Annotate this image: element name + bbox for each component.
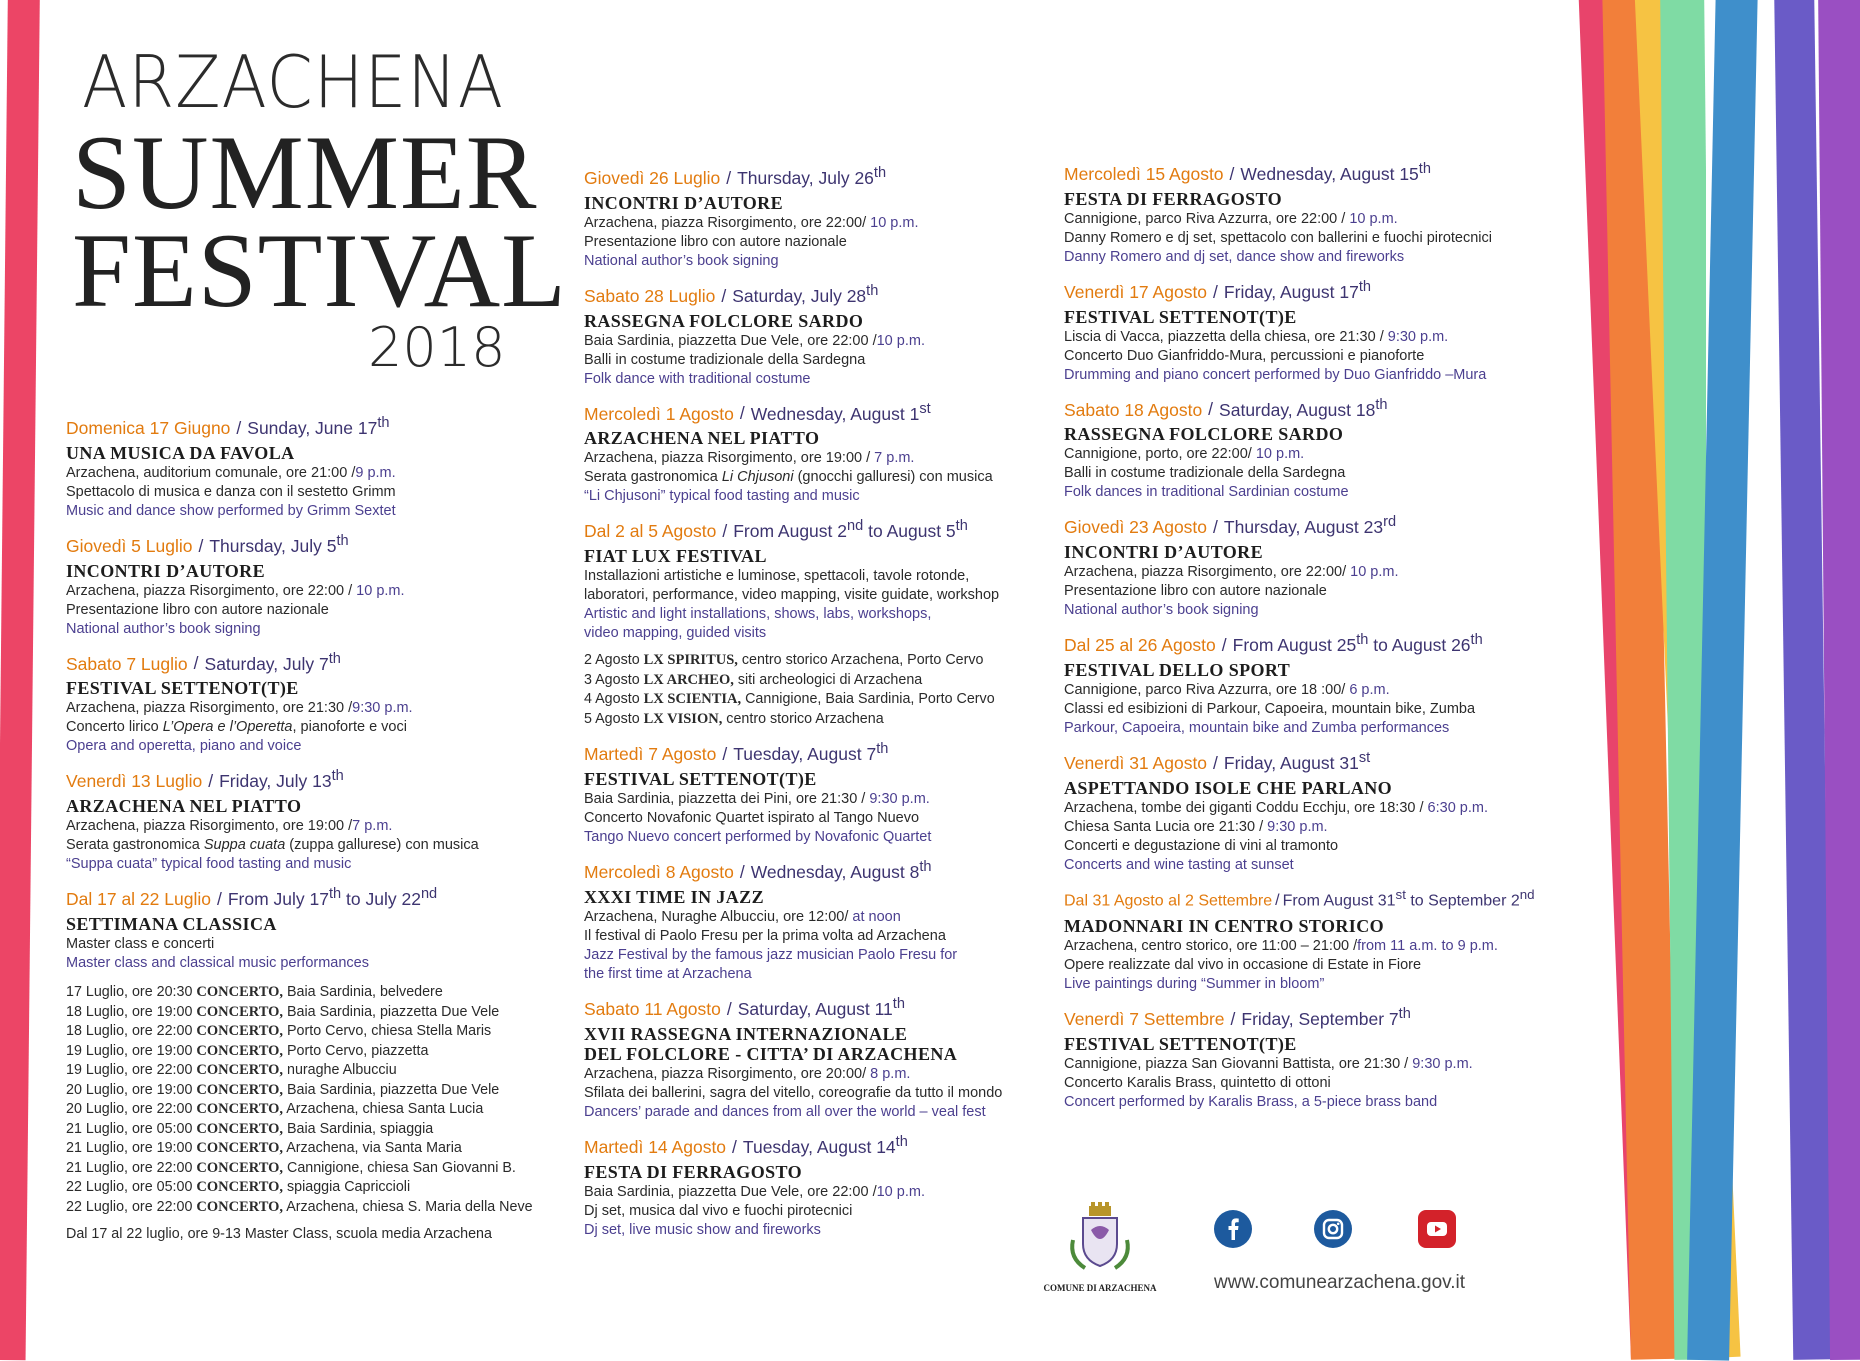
event-date: Venerdì 31 Agosto / Friday, August 31st (1064, 750, 1371, 773)
list-item: 20 Luglio, ore 19:00 CONCERTO, Baia Sardinia, piazzetta Due Vele (66, 1081, 500, 1098)
event-location: Arzachena, Nuraghe Albucciu, ore 12:00/ at noon (584, 908, 901, 925)
list-item: 19 Luglio, ore 22:00 CONCERTO, nuraghe Albucciu (66, 1062, 397, 1079)
event-location: Baia Sardinia, piazzetta dei Pini, ore 21:30 / 9:30 p.m. (584, 791, 930, 808)
event-description-en: Concerts and wine tasting at sunset (1064, 856, 1294, 873)
fiat-lux-list (584, 651, 1064, 729)
event-date: Sabato 18 Agosto / Saturday, August 18th (1064, 396, 1388, 420)
list-item: 19 Luglio, ore 19:00 CONCERTO, Porto Cervo, piazzetta (66, 1042, 429, 1059)
event-settimana-classica (66, 883, 566, 973)
event-date: Sabato 11 Agosto / Saturday, August 11th (584, 995, 905, 1019)
event-arzachena-piatto-luglio (66, 765, 566, 874)
event-title: RASSEGNA FOLCLORE SARDO (584, 310, 864, 331)
comune-logo (1040, 1200, 1160, 1293)
column-2 (584, 162, 1064, 1240)
list-item: 5 Agosto LX VISION, centro storico Arzachena (584, 710, 884, 727)
event-title: FESTIVAL SETTENOT(T)E (1064, 1034, 1297, 1055)
event-date: Venerdì 7 Settembre / Friday, September 7th (1064, 1006, 1411, 1030)
event-description: Serata gastronomica Suppa cuata (zuppa gallurese) con musica (66, 837, 479, 854)
event-description: Concerto Duo Gianfriddo-Mura, percussioni e pianoforte (1064, 347, 1425, 364)
event-date: Mercoledì 15 Agosto / Wednesday, August 15th (1064, 161, 1431, 184)
event-location: Arzachena, piazza Risorgimento, ore 19:00 /7 p.m. (66, 818, 393, 835)
event-description: Presentazione libro con autore nazionale (1064, 583, 1327, 600)
event-location: Cannigione, parco Riva Azzurra, ore 22:00 / 10 p.m. (1064, 210, 1398, 227)
event-location: Cannigione, piazza San Giovanni Battista, ore 21:30 / 9:30 p.m. (1064, 1056, 1473, 1073)
event-description-en: Music and dance show performed by Grimm Sextet (66, 502, 396, 519)
event-location: Arzachena, piazza Risorgimento, ore 21:30 /9:30 p.m. (66, 700, 413, 717)
event-description: Spettacolo di musica e danza con il sestetto Grimm (66, 483, 396, 500)
event-date: Dal 2 al 5 Agosto / From August 2nd to August 5th (584, 518, 968, 542)
event-location: Liscia di Vacca, piazzetta della chiesa, ore 21:30 / 9:30 p.m. (1064, 328, 1449, 345)
concert-list (66, 983, 566, 1217)
title-year: 2018 (368, 316, 506, 379)
event-location: Arzachena, tombe dei giganti Coddu Ecchju, ore 18:30 / 6:30 p.m. (1064, 799, 1488, 816)
event-ferragosto-14 (584, 1131, 1064, 1240)
list-item: 22 Luglio, ore 05:00 CONCERTO, spiaggia Capriccioli (66, 1179, 411, 1196)
event-description-en: National author’s book signing (584, 252, 779, 269)
event-location: Baia Sardinia, piazzetta Due Vele, ore 22:00 /10 p.m. (584, 332, 925, 349)
event-location: Arzachena, centro storico, ore 11:00 – 21:00 /from 11 a.m. to 9 p.m. (1064, 938, 1498, 955)
event-festival-sport (1064, 629, 1584, 738)
event-description-en: Live paintings during “Summer in bloom” (1064, 976, 1325, 993)
event-title: INCONTRI D’AUTORE (66, 560, 265, 581)
title-line-festival: FESTIVAL (72, 212, 567, 329)
list-item: 22 Luglio, ore 22:00 CONCERTO, Arzachena, chiesa S. Maria della Neve (66, 1198, 533, 1215)
event-date: Venerdì 13 Luglio / Friday, July 13th (66, 768, 344, 792)
event-description: Il festival di Paolo Fresu per la prima volta ad Arzachena (584, 927, 946, 944)
event-title: ASPETTANDO ISOLE CHE PARLANO (1064, 777, 1393, 798)
event-title: FESTIVAL SETTENOT(T)E (1064, 306, 1297, 327)
website-link[interactable]: www.comunearzachena.gov.it (1214, 1272, 1465, 1293)
youtube-icon[interactable] (1418, 1210, 1456, 1248)
event-description: Presentazione libro con autore nazionale (66, 601, 329, 618)
event-date: Sabato 28 Luglio / Saturday, July 28th (584, 282, 879, 306)
event-location: Arzachena, piazza Risorgimento, ore 22:00/ 10 p.m. (1064, 564, 1399, 581)
coat-of-arms-icon (1065, 1200, 1135, 1272)
event-description: Classi ed esibizioni di Parkour, Capoeira, mountain bike, Zumba (1064, 701, 1476, 718)
event-date: Martedì 7 Agosto / Tuesday, August 7th (584, 741, 889, 765)
event-location: Arzachena, piazza Risorgimento, ore 22:00/ 10 p.m. (584, 214, 919, 231)
event-time-in-jazz (584, 856, 1064, 984)
event-settenotte-settembre (1064, 1003, 1584, 1112)
event-description-en: Folk dance with traditional costume (584, 370, 811, 387)
event-description-en: Drumming and piano concert performed by Duo Gianfriddo –Mura (1064, 366, 1487, 383)
event-location: Chiesa Santa Lucia ore 21:30 / 9:30 p.m. (1064, 818, 1328, 835)
event-title: UNA MUSICA DA FAVOLA (66, 442, 295, 463)
event-date: Domenica 17 Giugno / Sunday, June 17th (66, 415, 390, 438)
event-location: Arzachena, piazza Risorgimento, ore 19:00 / 7 p.m. (584, 450, 915, 467)
event-title: FESTA DI FERRAGOSTO (584, 1161, 802, 1182)
event-folclore-internazionale (584, 993, 1064, 1122)
event-description: Dj set, musica dal vivo e fuochi pirotecnici (584, 1202, 853, 1219)
event-description-en: Parkour, Capoeira, mountain bike and Zumba performances (1064, 720, 1450, 737)
event-title: FIAT LUX FESTIVAL (584, 546, 767, 567)
list-item: 21 Luglio, ore 19:00 CONCERTO, Arzachena, via Santa Maria (66, 1140, 462, 1157)
event-settenotte-7-agosto (584, 738, 1064, 847)
event-description: Installazioni artistiche e luminose, spettacoli, tavole rotonde, (584, 568, 970, 585)
masterclass-note: Dal 17 al 22 luglio, ore 9-13 Master Class, scuola media Arzachena (66, 1226, 492, 1243)
event-fiat-lux (584, 515, 1064, 643)
event-isole-che-parlano (1064, 747, 1584, 875)
event-folclore-agosto (1064, 394, 1584, 503)
list-item: 21 Luglio, ore 22:00 CONCERTO, Cannigione, chiesa San Giovanni B. (66, 1159, 516, 1176)
event-title-line-2: DEL FOLCLORE - CITTA’ DI ARZACHENA (584, 1043, 958, 1064)
event-description: Opere realizzate dal vivo in occasione di Estate in Fiore (1064, 957, 1422, 974)
event-date: Dal 25 al 26 Agosto / From August 25th to August 26th (1064, 632, 1483, 656)
event-description-en: Folk dances in traditional Sardinian costume (1064, 484, 1349, 501)
event-title: XVII RASSEGNA INTERNAZIONALE (584, 1023, 908, 1044)
event-settenotte-luglio (66, 648, 566, 757)
event-description: Balli in costume tradizionale della Sardegna (1064, 465, 1346, 482)
event-title: ARZACHENA NEL PIATTO (66, 796, 302, 817)
event-date: Mercoledì 8 Agosto / Wednesday, August 8th (584, 859, 932, 882)
event-description: Presentazione libro con autore nazionale (584, 233, 847, 250)
event-incontri-luglio (66, 530, 566, 639)
event-title: INCONTRI D’AUTORE (1064, 542, 1263, 563)
event-date: Giovedì 5 Luglio / Thursday, July 5th (66, 532, 349, 556)
column-3 (1064, 158, 1584, 1112)
event-location: Arzachena, piazza Risorgimento, ore 22:00 / 10 p.m. (66, 582, 405, 599)
list-item: 20 Luglio, ore 22:00 CONCERTO, Arzachena, chiesa Santa Lucia (66, 1101, 484, 1118)
event-title: FESTA DI FERRAGOSTO (1064, 188, 1282, 209)
event-arzachena-piatto-agosto (584, 398, 1064, 507)
event-date: Mercoledì 1 Agosto / Wednesday, August 1st (584, 400, 931, 424)
event-date: Dal 17 al 22 Luglio / From July 17th to July 22nd (66, 886, 438, 910)
event-date: Sabato 7 Luglio / Saturday, July 7th (66, 650, 341, 674)
event-description-en: Master class and classical music performances (66, 955, 369, 972)
left-stripe-red (0, 0, 40, 1360)
event-location: Cannigione, porto, ore 22:00/ 10 p.m. (1064, 446, 1305, 463)
event-settenotte-17-agosto (1064, 276, 1584, 385)
event-description-en: “Suppa cuata” typical food tasting and music (66, 856, 352, 873)
event-folclore-luglio (584, 280, 1064, 389)
event-incontri-26-luglio (584, 162, 1064, 271)
event-description-en: video mapping, guided visits (584, 625, 767, 642)
list-item: 18 Luglio, ore 22:00 CONCERTO, Porto Cervo, chiesa Stella Maris (66, 1023, 492, 1040)
event-description: Master class e concerti (66, 936, 215, 953)
title-line-summer: SUMMER (72, 114, 538, 231)
event-title: FESTIVAL DELLO SPORT (1064, 660, 1291, 681)
column-1 (66, 412, 566, 1245)
list-item: 17 Luglio, ore 20:30 CONCERTO, Baia Sardinia, belvedere (66, 984, 443, 1001)
event-location: Baia Sardinia, piazzetta Due Vele, ore 22:00 /10 p.m. (584, 1183, 925, 1200)
event-incontri-23-agosto (1064, 511, 1584, 620)
event-title: SETTIMANA CLASSICA (66, 914, 277, 935)
list-item: 18 Luglio, ore 19:00 CONCERTO, Baia Sardinia, piazzetta Due Vele (66, 1003, 500, 1020)
event-description: Sfilata dei ballerini, sagra del vitello, coreografie da tutto il mondo (584, 1084, 1003, 1101)
event-title: FESTIVAL SETTENOT(T)E (584, 769, 817, 790)
event-description-en: Opera and operetta, piano and voice (66, 738, 302, 755)
event-description: Serata gastronomica Li Chjusoni (gnocchi galluresi) con musica (584, 469, 993, 486)
logo-label: COMUNE DI ARZACHENA (1043, 1283, 1157, 1293)
event-title: INCONTRI D’AUTORE (584, 192, 783, 213)
list-item: 21 Luglio, ore 05:00 CONCERTO, Baia Sardinia, spiaggia (66, 1120, 434, 1137)
event-description-en: National author’s book signing (1064, 602, 1259, 619)
list-item: 3 Agosto LX ARCHEO, siti archeologici di Arzachena (584, 671, 923, 688)
event-una-musica (66, 412, 566, 521)
event-madonnari (1064, 884, 1584, 994)
event-location: Arzachena, piazza Risorgimento, ore 20:00/ 8 p.m. (584, 1065, 911, 1082)
event-description-en: Danny Romero and dj set, dance show and fireworks (1064, 248, 1405, 265)
event-ferragosto-15 (1064, 158, 1584, 267)
event-title: XXXI TIME IN JAZZ (584, 886, 764, 907)
facebook-icon[interactable] (1214, 1210, 1252, 1248)
event-description-en: Concert performed by Karalis Brass, a 5-piece brass band (1064, 1094, 1438, 1111)
event-description: Danny Romero e dj set, spettacolo con ballerini e fuochi pirotecnici (1064, 229, 1492, 246)
event-title: ARZACHENA NEL PIATTO (584, 428, 820, 449)
event-date: Giovedì 26 Luglio / Thursday, July 26th (584, 165, 887, 188)
event-title: MADONNARI IN CENTRO STORICO (1064, 916, 1384, 937)
event-date: Martedì 14 Agosto / Tuesday, August 14th (584, 1133, 908, 1157)
event-title: FESTIVAL SETTENOT(T)E (66, 678, 299, 699)
event-description-en: Dj set, live music show and fireworks (584, 1221, 821, 1238)
list-item: 2 Agosto LX SPIRITUS, centro storico Arzachena, Porto Cervo (584, 652, 984, 669)
event-date: Venerdì 17 Agosto / Friday, August 17th (1064, 278, 1371, 302)
event-description-en: Jazz Festival by the famous jazz musician Paolo Fresu for (584, 946, 958, 963)
event-description: Concerto Novafonic Quartet ispirato al Tango Nuevo (584, 810, 920, 827)
event-location: Cannigione, parco Riva Azzurra, ore 18 :00/ 6 p.m. (1064, 682, 1390, 699)
event-description-en: Dancers’ parade and dances from all over the world – veal fest (584, 1103, 986, 1120)
event-description-en: Artistic and light installations, shows, labs, workshops, (584, 606, 932, 623)
list-item: 4 Agosto LX SCIENTIA, Cannigione, Baia Sardinia, Porto Cervo (584, 691, 995, 708)
event-location: Arzachena, auditorium comunale, ore 21:00 /9 p.m. (66, 464, 396, 481)
event-description-en: the first time at Arzachena (584, 965, 752, 982)
event-date: Giovedì 23 Agosto / Thursday, August 23rd (1064, 514, 1397, 538)
event-description: Balli in costume tradizionale della Sardegna (584, 351, 866, 368)
event-date: Dal 31 Agosto al 2 Settembre / From August 31st to September 2nd (1064, 886, 1535, 910)
event-description-en: “Li Chjusoni” typical food tasting and music (584, 488, 860, 505)
title-line-arzachena: ARZACHENA (82, 40, 504, 124)
event-description: Concerti e degustazione di vini al tramonto (1064, 837, 1339, 854)
event-description: Concerto lirico L’Opera e l’Operetta, pianoforte e voci (66, 719, 407, 736)
event-title: RASSEGNA FOLCLORE SARDO (1064, 424, 1344, 445)
instagram-icon[interactable] (1314, 1210, 1352, 1248)
event-description-en: Tango Nuevo concert performed by Novafonic Quartet (584, 829, 932, 846)
event-description: laboratori, performance, video mapping, visite guidate, workshop (584, 587, 1000, 604)
event-description-en: National author’s book signing (66, 620, 261, 637)
event-description: Concerto Karalis Brass, quintetto di ottoni (1064, 1075, 1331, 1092)
